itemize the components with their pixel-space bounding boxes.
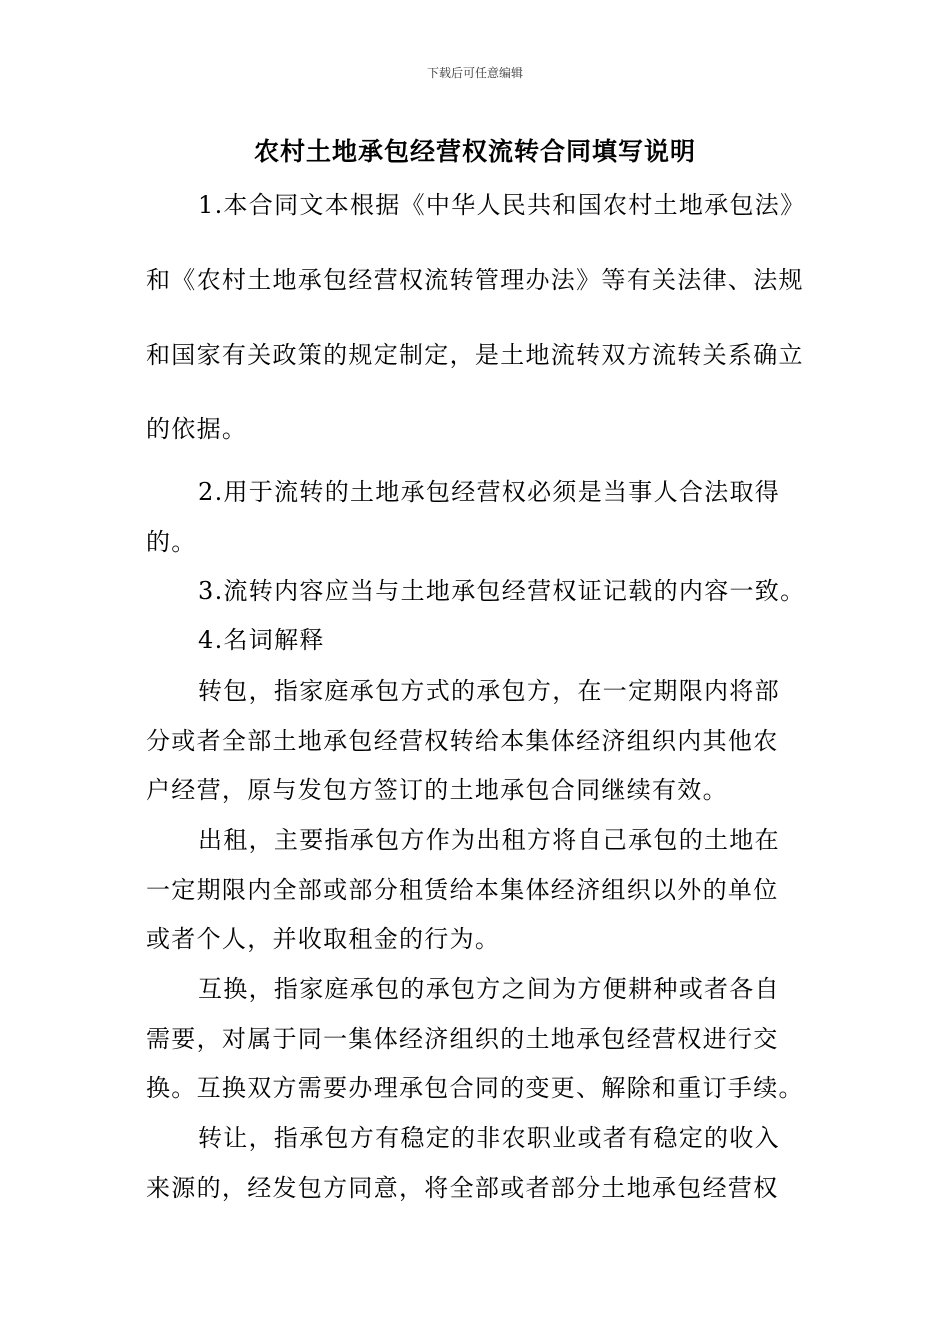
text-line: 的依据。 [146,415,248,443]
text-line: 和《农村土地承包经营权流转管理办法》等有关法律、法规 [146,266,804,294]
text-line: 或者个人，并收取租金的行为。 [146,925,501,953]
text-line: 来源的，经发包方同意，将全部或者部分土地承包经营权 [146,1174,779,1202]
text-line: 换。互换双方需要办理承包合同的变更、解除和重订手续。 [146,1074,804,1102]
text-line: 4.名词解释 [198,626,325,654]
text-line: 出租，主要指承包方作为出租方将自己承包的土地在 [198,826,780,854]
text-line: 和国家有关政策的规定制定，是土地流转双方流转关系确立 [146,341,804,369]
text-line: 转包，指家庭承包方式的承包方，在一定期限内将部 [198,677,780,705]
text-line: 3.流转内容应当与土地承包经营权证记载的内容一致。 [198,577,806,605]
text-line: 分或者全部土地承包经营权转给本集体经济组织内其他农 [146,727,779,755]
text-line: 一定期限内全部或部分租赁给本集体经济组织以外的单位 [146,876,779,904]
text-line: 互换，指家庭承包的承包方之间为方便耕种或者各自 [198,975,780,1003]
text-line: 转让，指承包方有稳定的非农职业或者有稳定的收入 [198,1124,780,1152]
text-line: 1.本合同文本根据《中华人民共和国农村土地承包法》 [198,191,806,219]
text-line: 的。 [146,528,197,556]
text-line: 需要，对属于同一集体经济组织的土地承包经营权进行交 [146,1025,779,1053]
header-note: 下载后可任意编辑 [426,66,523,80]
text-line: 户经营，原与发包方签订的土地承包合同继续有效。 [146,776,728,804]
text-line: 2.用于流转的土地承包经营权必须是当事人合法取得 [198,478,781,506]
document-title: 农村土地承包经营权流转合同填写说明 [253,137,696,166]
